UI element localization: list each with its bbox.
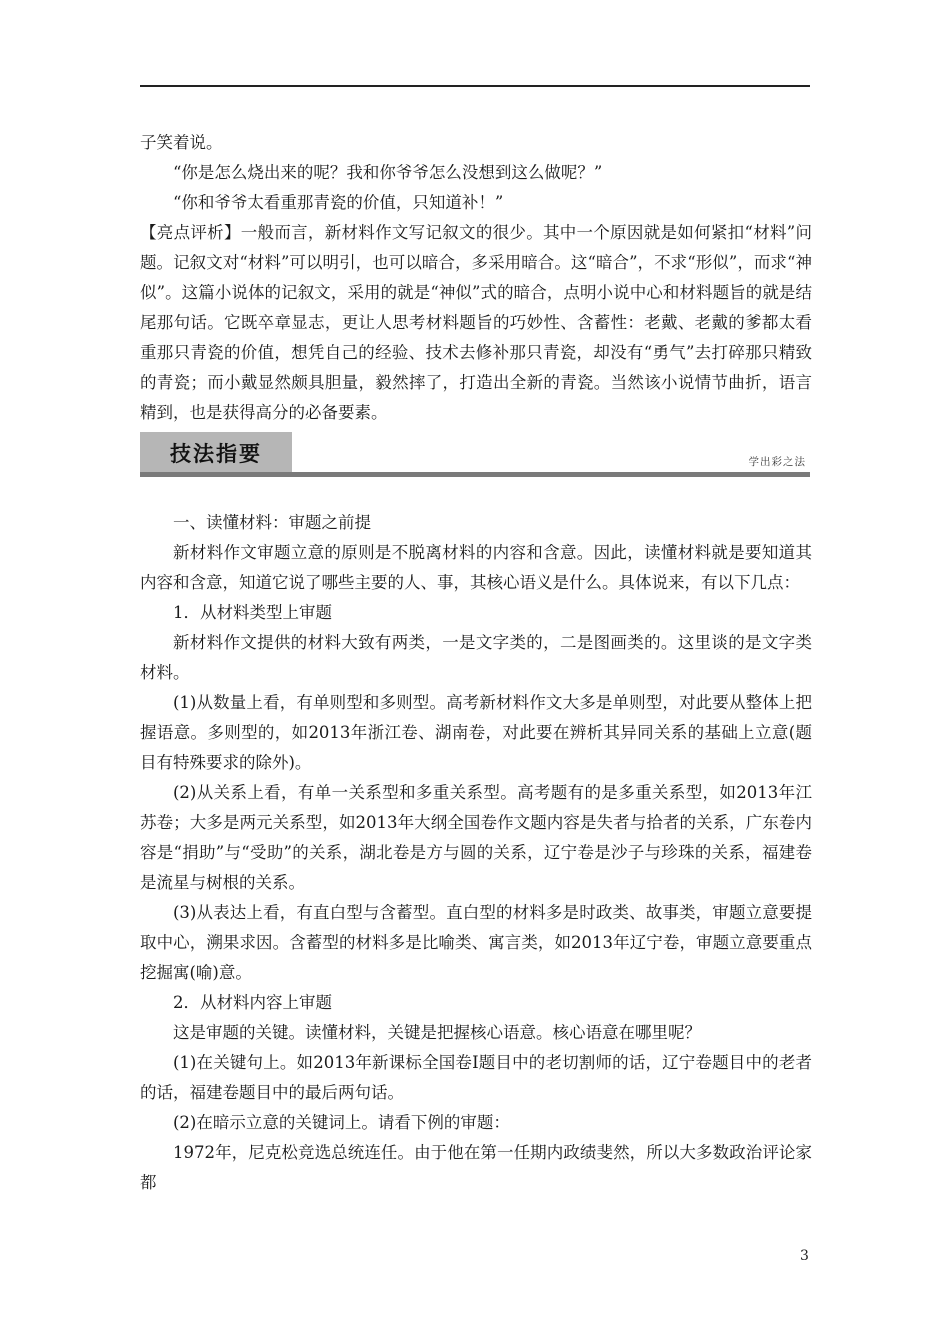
story-dialogue: “你和爷爷太看重那青瓷的价值，只知道补！”: [173, 193, 504, 212]
review-text: 一般而言，新材料作文写记叙文的很少。其中一个原因就是如何紧扣“材料”问题。记叙文对“材料”可以明引，也可以暗合，多采用暗合。这“暗合”，不求“形似”，而求“神似”。这篇小说体的记叙文，采用的就是“神似”式的暗合，点明小说中心和材料题旨的就是结尾那句话。它既卒章显志，更让人思考材料题旨的巧妙性、含蓄性：老戴、老戴的爹都太看重那只青瓷的价值，想凭自己的经验、技术去修补那只青瓷，却没有“勇气”去打碎那只精致的青瓷；而小戴显然颇具胆量，毅然摔了，打造出全新的青瓷。当然该小说情节曲折，语言精到，也是获得高分的必备要素。: [140, 223, 813, 422]
main-body: [140, 508, 812, 1198]
body-paragraph: 1972年，尼克松竞选总统连任。由于他在第一任期内政绩斐然，所以大多数政治评论家都: [140, 1143, 812, 1192]
header-rule: [140, 85, 810, 87]
page-number: 3: [800, 1248, 809, 1264]
body-paragraph: (1)在关键句上。如2013年新课标全国卷Ⅰ题目中的老切割师的话，辽宁卷题目中的老者的话，福建卷题目中的最后两句话。: [140, 1053, 812, 1102]
body-paragraph: 新材料作文审题立意的原则是不脱离材料的内容和含意。因此，读懂材料就是要知道其内容和含意，知道它说了哪些主要的人、事，其核心语义是什么。具体说来，有以下几点：: [140, 543, 812, 592]
section-header: [140, 432, 810, 478]
story-ending-block: [140, 128, 812, 428]
story-line: 子笑着说。: [140, 133, 223, 152]
heading-level-2: 1．从材料类型上审题: [173, 603, 332, 622]
body-paragraph: 这是审题的关键。读懂材料，关键是把握核心语意。核心语意在哪里呢？: [173, 1023, 701, 1042]
section-tag: 学出彩之法: [748, 456, 806, 468]
section-title: 技法指要: [170, 442, 262, 466]
story-dialogue: “你是怎么烧出来的呢？我和你爷爷怎么没想到这么做呢？”: [173, 163, 603, 182]
heading-level-1: 一、读懂材料：审题之前提: [173, 513, 371, 532]
heading-level-2: 2．从材料内容上审题: [173, 993, 332, 1012]
review-label: 【亮点评析】: [140, 223, 241, 242]
section-rule: [140, 472, 810, 477]
body-paragraph: 新材料作文提供的材料大致有两类，一是文字类的，二是图画类的。这里谈的是文字类材料。: [140, 633, 812, 682]
body-paragraph: (3)从表达上看，有直白型与含蓄型。直白型的材料多是时政类、故事类，审题立意要提取中心，溯果求因。含蓄型的材料多是比喻类、寓言类，如2013年辽宁卷，审题立意要重点挖掘寓(喻)意。: [140, 903, 812, 982]
review-paragraph: [140, 218, 812, 428]
body-paragraph: (2)在暗示立意的关键词上。请看下例的审题：: [173, 1113, 510, 1132]
body-paragraph: (1)从数量上看，有单则型和多则型。高考新材料作文大多是单则型，对此要从整体上把握语意。多则型的，如2013年浙江卷、湖南卷，对此要在辨析其异同关系的基础上立意(题目有特殊要求的除外)。: [140, 693, 812, 772]
body-paragraph: (2)从关系上看，有单一关系型和多重关系型。高考题有的是多重关系型，如2013年江苏卷；大多是两元关系型，如2013年大纲全国卷作文题内容是失者与拾者的关系，广东卷内容是“捐助”与“受助”的关系，湖北卷是方与圆的关系，辽宁卷是沙子与珍珠的关系，福建卷是流星与树根的关系。: [140, 783, 812, 892]
